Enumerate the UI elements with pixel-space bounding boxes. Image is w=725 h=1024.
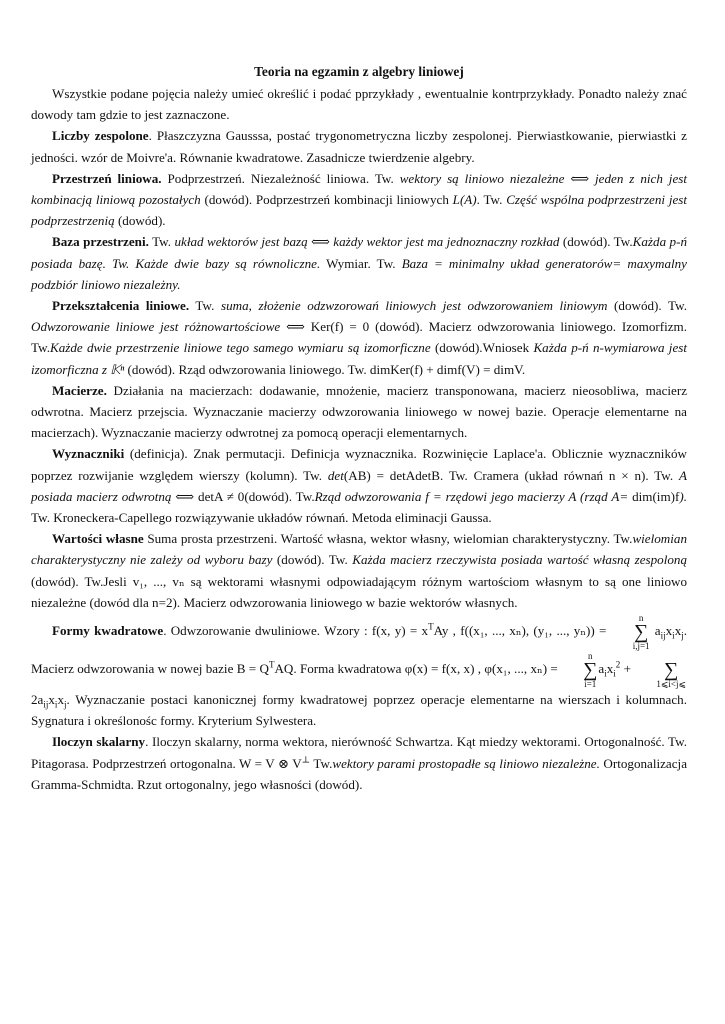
theorem-text: wielomian charakterystyczny nie zależy od wyboru bazy — [31, 531, 687, 568]
sum-upper-limit: n — [638, 613, 644, 624]
theorem-text: Baza = minimalny układ generatorów= maxymalny podzbiór liniowo niezależny. — [31, 255, 687, 292]
math-expr: x — [674, 623, 682, 639]
math-expr: x — [57, 692, 64, 708]
summation-symbol — [562, 651, 597, 689]
math-expr: + — [620, 661, 635, 677]
section-heading: Formy kwadratowe — [52, 623, 164, 639]
sigma-glyph: ∑ — [664, 659, 679, 682]
summation-symbol — [635, 651, 686, 689]
section-liczby-zespolone — [31, 125, 687, 167]
section-text: Wymiar. Tw. — [320, 255, 402, 271]
section-text: ⟺ Ker(f) = 0 (dowód). Macierz odwzorowania liniowego. Izomorfizm. Tw. — [31, 319, 687, 356]
math-expr: a — [650, 623, 661, 639]
section-heading: Wartości własne — [52, 531, 144, 547]
superscript: 2 — [615, 659, 621, 670]
math-expr: L(A) — [452, 192, 477, 208]
section-text: (dowód). Tw.Jesli v₁, ..., vₙ są wektorami własnymi odpowiadającym różnym wartościom własnym to są one liniowo niezależne (dowód dla n=2). Macierz odwzorowania liniowego w bazie wektorów własnych. — [31, 573, 687, 610]
section-text: AQ. Forma kwadratowa φ(x) = f(x, x) , — [274, 661, 482, 677]
subscript: i — [604, 668, 607, 679]
superscript: T — [268, 659, 275, 670]
sum-lower-limit: i=1 — [584, 679, 597, 690]
section-wyznaczniki — [31, 443, 687, 528]
theorem-text: wektory są liniowo niezależne ⟺ jeden z nich jest kombinacją liniową pozostałych — [31, 170, 687, 208]
section-text: ⟺ detA ≠ 0(dowód). Tw. — [171, 488, 315, 504]
theorem-text: Każda p-ń posiada bazę. Tw. Każde dwie bazy są równoliczne. — [31, 234, 687, 271]
section-text: (dowód). — [114, 213, 166, 229]
section-text: Działania na macierzach: dodawanie, mnożenie, macierz transponowana, macierz nieosobliwa, macierz odwrotna. Macierz przejscia. Wyznaczanie macierzy odwzorowania liniowego w nowej bazie. Operacje elementarne na macierzach). Wyznaczanie macierzy odwrotnej za pomocą operacji elementarnych. — [31, 382, 687, 441]
section-text: (dowód). Podprzestrzeń kombinacji liniowych — [200, 192, 453, 208]
section-przeksztalcenia-liniowe — [31, 295, 687, 380]
sum-lower-limit: 1⩽i<j⩽ — [656, 679, 686, 690]
section-text: . Odwzorowanie dwuliniowe. Wzory : f(x, y) = x — [163, 623, 429, 639]
section-heading: Iloczyn skalarny — [52, 734, 146, 750]
section-text: . Iloczyn skalarny, norma wektora, nierówność Schwartza. Kąt miedzy wektorami. Ortogonalność. Tw. Pitagorasa. Podprzestrzeń ortogonalna. W = V ⊗ V — [31, 734, 687, 771]
sigma-glyph: ∑ — [633, 621, 649, 644]
sigma-glyph: ∑ — [583, 659, 598, 682]
section-text: Podprzestrzeń. Niezależność liniowa. Tw. — [161, 170, 400, 186]
theorem-text: A posiada macierz odwrotną — [31, 467, 687, 504]
section-text: Tw. — [148, 234, 175, 250]
section-text: . Macierz odwzorowania w nowej bazie B = Q — [31, 623, 688, 677]
math-expr: 2a — [31, 692, 44, 708]
theorem-text: Rząd odwzorowania f = rzędowi jego macierzy A (rząd A= — [314, 488, 633, 504]
math-expr: x — [48, 692, 55, 708]
section-baza-przestrzeni — [31, 231, 687, 295]
theorem-text: ). — [679, 488, 687, 504]
math-expr: a — [598, 661, 605, 677]
theorem-text: Każda macierz rzeczywista posiada wartość własną zespoloną — [352, 552, 688, 568]
summation-symbol — [612, 613, 650, 651]
math-expr: φ(x₁, ..., xₙ) = — [484, 661, 562, 677]
section-text: (definicja). Znak permutacji. Definicja wyznacznika. Rozwinięcie Laplace'a. Oblicznie wyznaczników poprzez rozwijanie względem wierszy (kolumn). Tw. — [31, 446, 687, 483]
subscript: j — [63, 699, 67, 710]
section-text: (dowód). Rząd odwzorowania liniowego. Tw. dimKer(f) + dimf(V) = dimV. — [124, 361, 526, 377]
intro-paragraph: Wszystkie podane pojęcia należy umieć określić i podać pprzykłady , ewentualnie kontrprzykłady. Ponadto należy znać dowody tam gdzie to jest zaznaczone. — [31, 86, 687, 123]
section-text: . Tw. — [476, 192, 507, 208]
section-text: (dowód). Tw. — [272, 552, 353, 568]
section-iloczyn-skalarny — [31, 731, 687, 795]
theorem-text: Każde dwie przestrzenie liniowe tego samego wymiaru są izomorficzne — [49, 340, 431, 356]
subscript: ij — [660, 630, 666, 641]
section-text: (dowód). Tw. — [559, 234, 633, 250]
section-przestrzen-liniowa — [31, 168, 687, 232]
math-expr: x — [606, 661, 614, 677]
document-page — [31, 61, 687, 795]
superscript: T — [428, 621, 434, 632]
section-text: Ortogonalizacja Gramma-Schmidta. Rzut ortogonalny, jego własności (dowód). — [31, 755, 688, 792]
subscript: i — [54, 699, 58, 710]
subscript: i — [613, 668, 616, 679]
subscript: i — [672, 630, 675, 641]
section-text: . Wyznaczanie postaci kanonicznej formy kwadratowej poprzez operacje elementarne na wierszach i kolumnach. Sygnatura i określonośc formy. Kryterium Sylwestera. — [31, 692, 687, 729]
section-text: (dowód).Wniosek — [430, 340, 534, 356]
section-text: Ay , f((x₁, ..., xₙ), (y₁, ..., yₙ)) = — [433, 623, 607, 639]
section-heading: Przekształcenia liniowe. — [52, 298, 190, 314]
section-text: (dowód). Tw. — [607, 298, 687, 314]
section-formy-kwadratowe — [31, 613, 687, 731]
sum-lower-limit: i,j=1 — [632, 641, 650, 652]
theorem-text: Odwzorowanie liniowe jest różnowartościowe — [31, 319, 281, 335]
section-text: (AB) = detAdetB. Tw. Cramera (układ równań n × n). Tw. — [343, 467, 679, 483]
theorem-text: układ wektorów jest bazą ⟺ każdy wektor jest ma jednoznaczny rozkład — [174, 234, 560, 250]
math-expr: det — [327, 467, 344, 483]
subscript: j — [681, 630, 684, 641]
sum-upper-limit: n — [587, 651, 593, 662]
math-expr: x — [665, 623, 673, 639]
section-text: . Płaszczyzna Gausssa, postać trygonometryczna liczby zespolonej. Pierwiastkowanie, pierwiastki z jedności. wzór de Moivre'a. Równanie kwadratowe. Zasadnicze twierdzenie algebry. — [31, 128, 687, 165]
subscript: ij — [43, 699, 49, 710]
section-heading: Baza przestrzeni. — [52, 234, 149, 250]
math-expr: dim(im)f — [632, 488, 680, 504]
section-heading: Wyznaczniki — [52, 446, 125, 462]
section-macierze — [31, 380, 687, 444]
theorem-text: Część wspólna podprzestrzeni jest podprzestrzenią — [31, 192, 687, 229]
theorem-text: wektory parami prostopadłe są liniowo niezależne. — [332, 755, 600, 771]
section-heading: Macierze. — [52, 382, 107, 398]
section-text: Suma prosta przestrzeni. Wartość własna, wektor własny, wielomian charakterystyczny. Tw. — [143, 531, 633, 547]
theorem-text: suma, złożenie odzwzorowań liniowych jest odwzorowaniem liniowym — [220, 298, 608, 314]
section-wartosci-wlasne — [31, 528, 687, 613]
section-heading: Przestrzeń liniowa. — [52, 170, 162, 186]
section-text: Tw. — [310, 755, 333, 771]
theorem-text: Każda p-ń n-wymiarowa jest izomorficzna z 𝕂ⁿ — [31, 340, 687, 377]
section-text: Tw. Kroneckera-Capellego rozwiązywanie układów równań. Metoda eliminacji Gaussa. — [31, 510, 492, 526]
document-title: Teoria na egzamin z algebry liniowej — [254, 64, 464, 79]
section-text: Tw. — [189, 298, 221, 314]
superscript: ⊥ — [301, 754, 311, 765]
section-heading: Liczby zespolone — [52, 128, 149, 144]
